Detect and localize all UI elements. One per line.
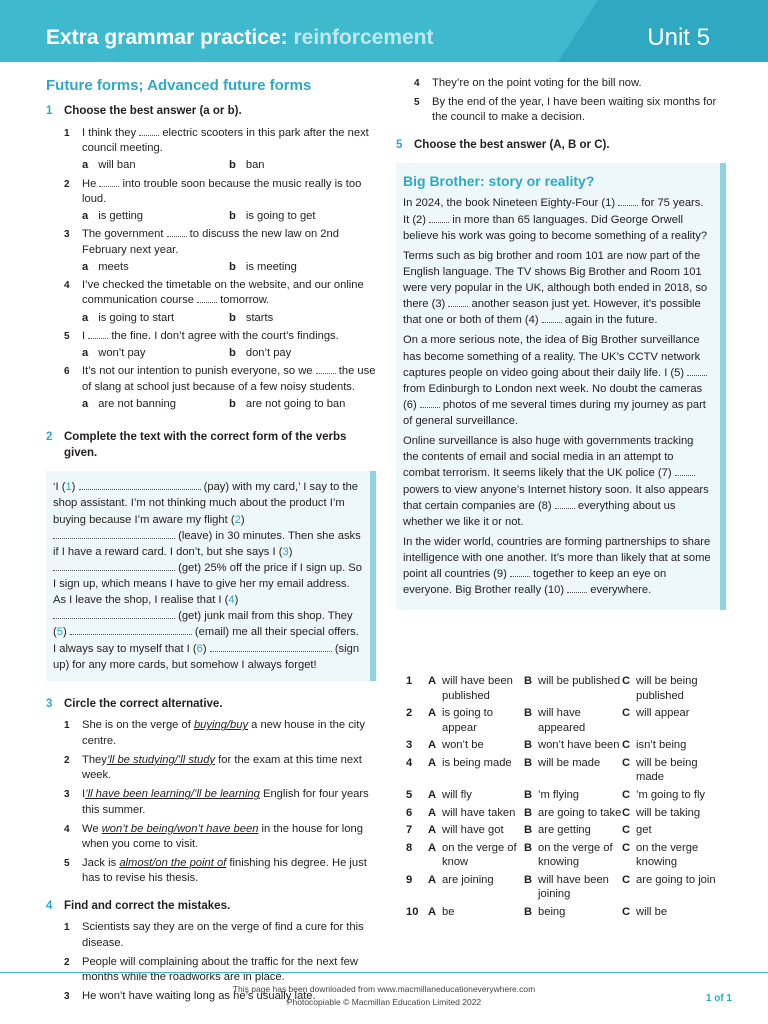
option-letter: B xyxy=(524,841,533,854)
section-title: Future forms; Advanced future forms xyxy=(46,77,312,94)
question-text: I think they electric scooters in this park after the next council meeting. xyxy=(82,127,369,155)
question-number: 2 xyxy=(64,178,70,190)
option-letter: C xyxy=(622,806,631,819)
question-item xyxy=(64,718,376,748)
option-text: are going to join xyxy=(636,873,716,886)
question-number: 2 xyxy=(64,956,70,968)
option-letter: C xyxy=(622,739,631,752)
answer-row xyxy=(406,674,736,703)
question-text: We won’t be being/won’t have been in the house for long when you come to visit. xyxy=(82,822,363,851)
option-letter: C xyxy=(622,873,631,886)
option-a xyxy=(428,823,524,838)
answer-blank xyxy=(99,178,119,187)
question-text: They’ll be studying/’ll study for the exam at this time next week. xyxy=(82,753,362,782)
question-text: I’ve checked the timetable on the website, and our online communication course tomorrow. xyxy=(82,279,364,307)
answer-blank xyxy=(618,197,638,206)
question-text: They’re on the point voting for the bill now. xyxy=(432,77,642,89)
answer-row xyxy=(406,706,736,735)
answer-row xyxy=(406,806,736,821)
option-a xyxy=(428,674,524,703)
option-letter: C xyxy=(622,675,631,687)
alternatives: ’ll be studying/’ll study xyxy=(106,753,216,766)
page-footer xyxy=(0,972,768,1009)
option-b: b is going to get xyxy=(229,210,316,223)
gap-number: 2 xyxy=(234,513,241,526)
gap-number: 1 xyxy=(65,481,72,494)
option-b xyxy=(524,806,622,821)
option-text: are getting xyxy=(538,824,591,837)
question-item xyxy=(64,787,376,817)
option-c xyxy=(622,823,722,838)
option-letter: B xyxy=(524,739,533,752)
option-b xyxy=(524,905,622,920)
exercise-instruction: Complete the text with the correct form of the verbs given. xyxy=(64,431,347,459)
option-text: ’m going to fly xyxy=(636,788,706,801)
option-b xyxy=(524,823,622,838)
option-letter: B xyxy=(524,824,533,837)
option-a xyxy=(428,756,524,785)
option-letter: b xyxy=(229,260,236,273)
option-letter: A xyxy=(428,739,437,752)
option-letter: A xyxy=(428,905,437,918)
question-number: 1 xyxy=(64,922,70,934)
option-c xyxy=(622,905,722,920)
exercise-number: 4 xyxy=(46,899,53,912)
option-a: a are not banning xyxy=(82,397,176,410)
question-number: 3 xyxy=(64,789,70,801)
answer-blank xyxy=(448,298,468,307)
question-text: Scientists say they are on the verge of find a cure for this disease. xyxy=(82,921,364,949)
option-letter: b xyxy=(229,347,236,360)
option-letter: A xyxy=(428,873,437,886)
option-letter: B xyxy=(524,806,533,819)
answer-blank xyxy=(567,584,587,593)
option-text: will be xyxy=(636,905,668,918)
option-text: will have got xyxy=(442,824,504,837)
right-column xyxy=(396,76,726,610)
option-text: are going to take xyxy=(538,806,622,819)
option-letter: C xyxy=(622,905,631,918)
footer-download-note: This page has been downloaded from www.macmillaneducationeverywhere.com xyxy=(232,984,536,994)
alternatives: buying/buy xyxy=(193,719,249,732)
question-number: 7 xyxy=(406,824,413,837)
question-text: People will complaining about the traffic for the next few months while the roadworks are in place. xyxy=(82,955,358,984)
gap-number: 5 xyxy=(56,626,63,639)
title-main: Extra grammar practice: xyxy=(46,26,288,49)
option-letter: B xyxy=(524,905,533,918)
exercise-1-title xyxy=(46,104,376,120)
option-a xyxy=(428,806,524,821)
reading-title: Big Brother: story or reality? xyxy=(403,173,595,190)
question-text: The government to discuss the new law on 2nd February next year. xyxy=(82,228,339,256)
answer-blank xyxy=(420,399,440,408)
option-letter: A xyxy=(428,841,437,854)
exercise-instruction: Choose the best answer (a or b). xyxy=(64,105,242,118)
alternatives: almost/on the point of xyxy=(119,857,227,870)
question-number: 2 xyxy=(406,707,413,720)
question-item xyxy=(414,76,726,91)
page-header xyxy=(0,0,768,62)
question-number: 5 xyxy=(64,858,70,870)
option-a xyxy=(428,873,524,902)
option-text: will be being made xyxy=(636,756,698,784)
answer-blank xyxy=(542,314,562,323)
answer-options-row xyxy=(82,397,376,412)
option-letter: b xyxy=(229,397,236,410)
option-b xyxy=(524,756,622,785)
answer-blank xyxy=(316,365,336,374)
option-letter: a xyxy=(82,347,89,360)
answer-row xyxy=(406,873,736,902)
option-text: isn’t being xyxy=(636,739,687,752)
question-number: 6 xyxy=(64,366,70,378)
question-number: 4 xyxy=(64,280,70,292)
question-text: It’s not our intention to punish everyone, so we the use of slang at school just because of a few noisy students. xyxy=(82,365,376,393)
option-a xyxy=(428,788,524,803)
option-b: b don’t pay xyxy=(229,347,292,360)
exercise-instruction: Choose the best answer (A, B or C). xyxy=(414,138,610,151)
exercise-number: 2 xyxy=(46,431,53,443)
option-c xyxy=(622,841,722,870)
option-b: b starts xyxy=(229,311,274,324)
page-number: 1 of 1 xyxy=(705,993,732,1004)
question-number: 1 xyxy=(406,675,413,687)
question-item xyxy=(64,227,376,257)
option-text: won’t be xyxy=(442,739,484,752)
option-letter: C xyxy=(622,841,631,854)
option-letter: B xyxy=(524,707,533,720)
answer-blank xyxy=(197,294,217,303)
text-segment: (5) (email) me all their special offers. I always say to myself that I xyxy=(53,626,359,655)
answer-options-row xyxy=(82,158,376,173)
option-letter: a xyxy=(82,397,89,410)
exercise-instruction: Circle the correct alternative. xyxy=(64,697,223,710)
answer-blank xyxy=(210,643,332,652)
option-c xyxy=(622,788,722,803)
option-b xyxy=(524,841,622,870)
reading-paragraph: Online surveillance is also huge with governments tracking the contents of email and social media in an attempt to combat terrorism. It seems likely that the UK police (7) powers to view anyone’s Internet history soon. It also appears that certain companies are (8) everything about us whether we like it or not. xyxy=(403,435,709,528)
exercise-number: 1 xyxy=(46,105,53,118)
option-letter: A xyxy=(428,806,437,819)
option-a xyxy=(428,706,524,735)
option-c xyxy=(622,738,722,753)
option-b xyxy=(524,873,622,902)
question-number: 9 xyxy=(406,873,413,886)
option-text: on the verge knowing xyxy=(636,841,699,869)
option-a: a won’t pay xyxy=(82,347,146,360)
answer-blank xyxy=(53,610,175,619)
exercise-3-title xyxy=(46,697,376,713)
option-letter: B xyxy=(524,756,533,769)
option-text: won’t have been xyxy=(538,739,620,752)
option-letter: B xyxy=(524,675,533,687)
answer-blank xyxy=(429,214,449,223)
option-letter: B xyxy=(524,873,533,886)
option-a xyxy=(428,905,524,920)
answer-blank xyxy=(555,500,575,509)
gap-number: 3 xyxy=(282,545,289,558)
reading-paragraph: Terms such as big brother and room 101 are now part of the English language. The TV shows Big Brother and Room 101 were very popular in the UK, although both ended in 2018, so there (3) another season just yet. However, it’s possible that one or both of them (4) again in the future. xyxy=(403,249,708,327)
answer-blank xyxy=(167,228,187,237)
text-box xyxy=(46,471,376,681)
option-text: being xyxy=(538,905,566,918)
question-number: 5 xyxy=(64,330,70,342)
question-text: He won’t have waiting long as he’s usually late. xyxy=(82,990,316,1003)
option-text: will fly xyxy=(442,788,472,801)
question-item xyxy=(64,329,376,344)
option-text: will be published xyxy=(538,675,621,687)
option-c xyxy=(622,706,722,735)
option-text: will be made xyxy=(538,756,601,769)
question-number: 5 xyxy=(406,788,413,801)
option-c xyxy=(622,806,722,821)
option-letter: B xyxy=(524,788,533,801)
option-a: a is getting xyxy=(82,210,144,223)
exercise-4-continued xyxy=(396,76,726,126)
question-number: 1 xyxy=(64,720,70,732)
question-number: 8 xyxy=(406,841,413,854)
exercise-number: 5 xyxy=(396,138,403,151)
exercise-4-title xyxy=(46,899,376,915)
question-item xyxy=(64,753,376,783)
option-b xyxy=(524,674,622,703)
option-a: a is going to start xyxy=(82,311,175,324)
option-letter: A xyxy=(428,707,437,720)
answer-row xyxy=(406,905,736,920)
question-item xyxy=(64,856,376,886)
reading-paragraph: In the wider world, countries are forming partnerships to share intelligence with one another. It’s more than likely that at some point all countries (9) together to keep an eye on everyone. Big Brother really (10) everywhere. xyxy=(403,535,711,597)
option-a xyxy=(428,738,524,753)
gap-number: 4 xyxy=(228,594,235,607)
option-a: a meets xyxy=(82,260,129,273)
option-a xyxy=(428,841,524,870)
question-number: 2 xyxy=(64,754,70,766)
option-letter: C xyxy=(622,707,631,720)
exercise-5-title xyxy=(396,138,726,154)
option-text: will have taken xyxy=(442,806,516,819)
option-text: will have appeared xyxy=(538,707,586,734)
question-item xyxy=(64,920,376,950)
text-segment: ‘I (1) (pay) with my card,’ I say to the shop assistant. I’m not thinking much about the product I’m buying because I’m aware my flight xyxy=(53,481,359,526)
question-number: 4 xyxy=(64,823,70,835)
option-text: on the verge of knowing xyxy=(538,841,613,869)
answer-blank xyxy=(687,367,707,376)
gap-number: 6 xyxy=(196,642,203,655)
text-segment: (3) (get) 25% off the price if I sign up. So I sign up, which means I have to give her my email address. As I leave the shop, I realise that I xyxy=(53,545,362,607)
answer-blank xyxy=(53,530,175,539)
question-number: 3 xyxy=(64,229,70,241)
answer-options-row xyxy=(82,311,376,326)
title-sub: reinforcement xyxy=(293,26,434,49)
option-text: get xyxy=(636,824,652,837)
question-number: 6 xyxy=(406,806,413,819)
question-number: 1 xyxy=(64,128,70,140)
option-letter: b xyxy=(229,210,236,223)
text-segment: (4) (get) junk mail from this shop. They xyxy=(53,594,353,622)
option-letter: a xyxy=(82,260,89,273)
question-text: Jack is almost/on the point of finishing his degree. He just has to revise his thesis. xyxy=(82,857,367,885)
exercise-2 xyxy=(46,430,376,681)
option-b xyxy=(524,706,622,735)
option-letter: C xyxy=(622,756,631,769)
question-number: 4 xyxy=(406,756,413,769)
option-text: will have been published xyxy=(442,675,513,702)
exercise-number: 3 xyxy=(46,697,53,710)
question-text: I the fine. I don’t agree with the court’s findings. xyxy=(82,329,339,342)
answer-options-row xyxy=(82,209,376,224)
answer-row xyxy=(406,756,736,785)
question-text: I’ll have been learning/’ll be learning English for four years this summer. xyxy=(82,788,369,816)
question-number: 4 xyxy=(414,78,420,89)
option-text: ’m flying xyxy=(538,788,580,801)
answer-row xyxy=(406,823,736,838)
option-letter: A xyxy=(428,824,437,837)
answer-options-row xyxy=(82,346,376,361)
text-segment: (6) (sign up) for any more cards, but somehow I always forget! xyxy=(53,642,360,671)
question-item xyxy=(64,278,376,308)
option-b: b ban xyxy=(229,159,265,172)
exercise-1 xyxy=(46,104,376,412)
option-letter: a xyxy=(82,210,89,223)
footer-copyright: Photocopiable © Macmillan Education Limited 2022 xyxy=(286,996,482,1007)
alternatives: ’ll have been learning/’ll be learning xyxy=(85,788,260,801)
option-letter: A xyxy=(428,788,437,801)
question-text: By the end of the year, I have been waiting six months for the council to make a decision. xyxy=(432,96,717,124)
answer-row xyxy=(406,841,736,870)
option-text: will appear xyxy=(636,707,690,720)
option-b: b is meeting xyxy=(229,260,297,273)
page-title xyxy=(46,24,434,53)
option-letter: C xyxy=(622,824,631,837)
answer-blank xyxy=(675,467,695,476)
question-number: 3 xyxy=(406,739,413,752)
option-b xyxy=(524,738,622,753)
exercise-instruction: Find and correct the mistakes. xyxy=(64,899,231,912)
option-text: will be taking xyxy=(636,806,701,819)
answer-blank xyxy=(139,127,159,136)
alternatives: won’t be being/won’t have been xyxy=(101,822,259,835)
answer-options-row xyxy=(82,260,376,275)
question-item xyxy=(64,364,376,394)
option-text: is going to appear xyxy=(442,707,493,734)
reading-paragraph: On a more serious note, the idea of Big Brother surveillance has become something of a reality. The UK’s CCTV network captures people on video going about their daily life. I (5) from Edinburgh to London next week. No doubt the cameras (6) photos of me several times during my journey as part of general surveillance. xyxy=(403,334,706,428)
exercise-3 xyxy=(46,697,376,887)
answer-blank xyxy=(53,562,175,571)
reading-text-box xyxy=(396,163,726,610)
option-text: will have been joining xyxy=(538,873,609,901)
question-number: 5 xyxy=(414,97,420,109)
question-item xyxy=(64,822,376,852)
option-letter: b xyxy=(229,311,236,324)
text-segment: (2) (leave) in 30 minutes. Then she asks if I have a reward card. I don’t, but she says I xyxy=(53,513,361,558)
option-text: will be being published xyxy=(636,675,698,702)
left-column xyxy=(46,76,376,1009)
option-text: be xyxy=(442,905,455,918)
answer-blank xyxy=(88,330,108,339)
question-number: 10 xyxy=(406,905,419,918)
exercise-5 xyxy=(396,138,726,611)
option-letter: A xyxy=(428,756,437,769)
exercise-2-title xyxy=(46,430,376,461)
option-b xyxy=(524,788,622,803)
option-text: on the verge of know xyxy=(442,841,517,869)
question-text: He into trouble soon because the music really is too loud. xyxy=(82,177,362,205)
answer-row xyxy=(406,788,736,803)
option-b: b are not going to ban xyxy=(229,397,346,410)
option-letter: a xyxy=(82,159,89,172)
question-item xyxy=(64,177,376,207)
option-a: a will ban xyxy=(82,159,136,172)
question-item xyxy=(414,95,726,125)
option-letter: C xyxy=(622,788,631,801)
option-c xyxy=(622,674,722,703)
answer-blank xyxy=(70,626,192,635)
question-number: 3 xyxy=(64,991,70,1003)
option-text: are joining xyxy=(442,873,494,886)
reading-paragraph: In 2024, the book Nineteen Eighty-Four (1) for 75 years. It (2) in more than 65 languages. Did George Orwell believe his work was going to become something of a reality? xyxy=(403,197,708,242)
answer-row xyxy=(406,738,736,753)
question-text: She is on the verge of buying/buy a new house in the city centre. xyxy=(82,719,365,747)
answer-blank xyxy=(510,568,530,577)
unit-label: Unit 5 xyxy=(647,24,710,51)
answer-blank xyxy=(79,481,201,490)
option-text: is being made xyxy=(442,756,512,769)
option-letter: a xyxy=(82,311,89,324)
option-letter: A xyxy=(428,675,437,687)
option-letter: b xyxy=(229,159,236,172)
option-c xyxy=(622,756,722,785)
answer-options xyxy=(406,674,736,922)
option-c xyxy=(622,873,722,902)
question-item xyxy=(64,126,376,156)
